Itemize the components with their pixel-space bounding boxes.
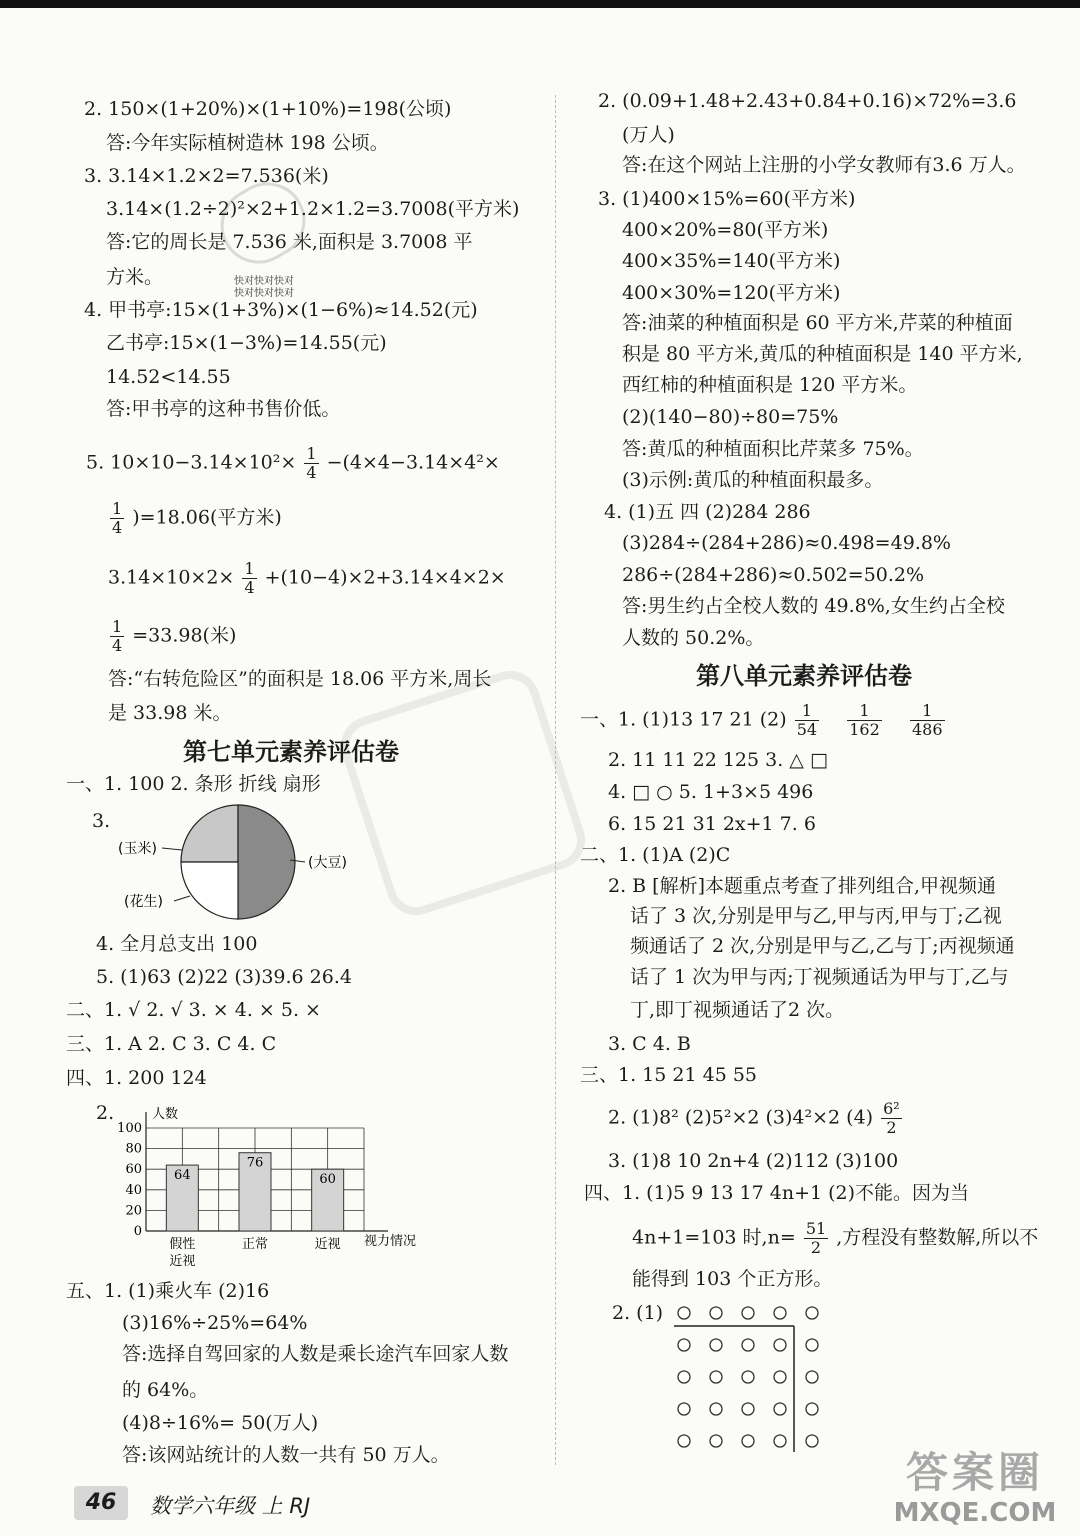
answer-line: 3.14×(1.2÷2)²×2+1.2×1.2=3.7008(平方米) — [106, 198, 520, 220]
stamp-text: 快对快对快对 快对快对快对 — [234, 276, 294, 299]
grid-dot — [806, 1435, 818, 1447]
answer-line: (3)示例:黄瓜的种植面积最多。 — [622, 469, 884, 491]
watermark-url: MXQE.COM — [893, 1498, 1057, 1528]
answer-line: 话了 3 次,分别是甲与乙,甲与丙,甲与丁;乙视 — [630, 905, 1002, 927]
answer-line: 286÷(284+286)≈0.502=50.2% — [622, 564, 925, 586]
top-border — [0, 0, 1080, 8]
fraction: $\frac{1}{162}$ — [849, 701, 880, 739]
grid-dot — [742, 1339, 754, 1351]
y-tick-label: 40 — [125, 1182, 142, 1198]
answer-line: 3. C 4. B — [608, 1033, 691, 1055]
pie-label-soybean: (大豆) — [308, 855, 347, 871]
answer-line: 4. (1)五 四 (2)284 286 — [604, 501, 811, 523]
answer-line: (4)8÷16%= 50(万人) — [122, 1412, 319, 1434]
grid-dot — [742, 1371, 754, 1383]
grid-dot — [678, 1371, 690, 1383]
grid-dot — [710, 1371, 722, 1383]
answer-line: 2. B [解析]本题重点考查了排列组合,甲视频通 — [608, 875, 997, 897]
answer-line: 人数的 50.2%。 — [622, 627, 765, 649]
grid-dot — [774, 1403, 786, 1415]
answer-line: 2. (0.09+1.48+2.43+0.84+0.16)×72%=3.6 — [598, 90, 1017, 112]
grid-dot — [774, 1307, 786, 1319]
answer-line: 答:“右转危险区”的面积是 18.06 平方米,周长 — [108, 668, 492, 690]
answer-line: 频通话了 2 次,分别是甲与乙,乙与丁;丙视频通 — [630, 935, 1015, 957]
fraction: $\frac{1}{4}$ — [306, 444, 317, 482]
answer-line: 西红柿的种植面积是 120 平方米。 — [622, 374, 918, 396]
dot-grid-figure — [664, 1300, 834, 1460]
answer-line: 积是 80 平方米,黄瓜的种植面积是 140 平方米, — [622, 343, 1023, 365]
grid-dot — [710, 1307, 722, 1319]
answer-line: 三、1. A 2. C 3. C 4. C — [66, 1033, 277, 1055]
answer-line: 二、1. √ 2. √ 3. × 4. × 5. × — [66, 999, 321, 1021]
answer-line: 2. 150×(1+20%)×(1+10%)=198(公顷) — [84, 98, 452, 120]
answer-line: (万人) — [622, 124, 675, 146]
fraction: $\frac{1}{4}$ — [244, 559, 255, 597]
grid-dot — [806, 1371, 818, 1383]
grid-dot — [742, 1435, 754, 1447]
watermark-cn: 答案圈 — [905, 1448, 1044, 1497]
grid-dot — [710, 1403, 722, 1415]
answer-line: 答:油菜的种植面积是 60 平方米,芹菜的种植面 — [622, 312, 1013, 334]
grid-dot — [806, 1307, 818, 1319]
x-tick-label: 正常 — [241, 1237, 269, 1252]
answer-line: 是 33.98 米。 — [108, 702, 232, 724]
answer-line: 答:选择自驾回家的人数是乘长途汽车回家人数 — [122, 1343, 509, 1365]
grid-dot — [742, 1403, 754, 1415]
y-tick-label: 100 — [117, 1121, 142, 1136]
answer-line: 3. (1)400×15%=60(平方米) — [598, 188, 856, 210]
bar-chart-xlabel: 视力情况 — [364, 1234, 417, 1249]
answer-line: 400×20%=80(平方米) — [622, 219, 829, 241]
answer-line: 5. (1)63 (2)22 (3)39.6 26.4 — [96, 966, 352, 988]
answer-line: 的 64%。 — [122, 1379, 209, 1401]
answer-line: 四、1. 200 124 — [66, 1067, 207, 1089]
answer-line: 400×30%=120(平方米) — [622, 282, 841, 304]
answer-line-with-fraction: $\frac{1}{4}$ =33.98(米) — [112, 617, 237, 655]
fraction: $\frac{51}{2}$ — [805, 1219, 827, 1257]
answer-line: 话了 1 次为甲与丙;丁视频通话为甲与丁,乙与 — [630, 966, 1009, 988]
answer-line: 答:黄瓜的种植面积比芹菜多 75%。 — [622, 438, 924, 460]
y-tick-label: 20 — [125, 1203, 142, 1219]
pie-label-peanut: (花生) — [124, 894, 163, 910]
grid-dot — [774, 1435, 786, 1447]
grid-dot — [742, 1307, 754, 1319]
book-title: 数学六年级 上 RJ — [150, 1494, 311, 1518]
y-tick-label: 80 — [125, 1141, 142, 1157]
answer-line: 6. 15 21 31 2x+1 7. 6 — [608, 813, 816, 835]
y-tick-label: 0 — [133, 1224, 142, 1239]
answer-line: 2. (1) — [612, 1302, 664, 1324]
pie-slice — [181, 805, 238, 862]
grid-dot — [678, 1307, 690, 1319]
answer-line-with-fraction: $\frac{1}{4}$ )=18.06(平方米) — [112, 499, 282, 537]
answer-line: 14.52<14.55 — [106, 366, 231, 388]
pie-slice — [238, 805, 295, 919]
answer-line: 4. 甲书亭:15×(1+3%)×(1−6%)≈14.52(元) — [84, 299, 478, 321]
fraction: $\frac{1}{486}$ — [911, 701, 943, 739]
answer-line: (3)284÷(284+286)≈0.498=49.8% — [622, 532, 951, 554]
answer-line: 4. □ ○ 5. 1+3×5 496 — [608, 781, 814, 803]
answer-line: 五、1. (1)乘火车 (2)16 — [66, 1280, 270, 1302]
fraction: $\frac{1}{54}$ — [796, 701, 818, 739]
answer-line: (2)(140−80)÷80=75% — [622, 406, 839, 428]
answer-line: 能得到 103 个正方形。 — [632, 1268, 833, 1290]
bar-chart — [108, 1098, 438, 1273]
answer-line: 丁,即丁视频通话了2 次。 — [630, 999, 845, 1021]
answer-line: 答:它的周长是 7.536 米,面积是 3.7008 平 — [106, 231, 473, 253]
page-number: 46 — [74, 1486, 128, 1520]
grid-dot — [710, 1339, 722, 1351]
fraction: $\frac{\text{6²}}{2}$ — [883, 1099, 900, 1137]
grid-dot — [678, 1435, 690, 1447]
grid-dot — [806, 1403, 818, 1415]
pie-slice — [181, 862, 238, 919]
bar-value-label: 64 — [174, 1168, 191, 1184]
answer-line: 一、1. 100 2. 条形 折线 扇形 — [66, 773, 321, 795]
unit8-title: 第八单元素养评估卷 — [696, 662, 912, 690]
grid-dot — [678, 1403, 690, 1415]
answer-line: 四、1. (1)5 9 13 17 4n+1 (2)不能。因为当 — [584, 1182, 970, 1204]
pie-chart — [100, 800, 400, 930]
fraction: $\frac{1}{4}$ — [112, 617, 123, 655]
x-tick-label: 近视 — [314, 1237, 341, 1252]
answer-line-with-fractions: 一、1. (1)13 17 21 (2) $\frac{1}{54}$ $\frac{1}{162}$ $\frac{1}{486}$ — [580, 701, 943, 739]
fraction: $\frac{1}{4}$ — [112, 499, 123, 537]
bar-value-label: 60 — [319, 1172, 336, 1188]
answer-line: 二、1. (1)A (2)C — [580, 844, 731, 866]
answer-line: 答:今年实际植树造林 198 公顷。 — [106, 132, 389, 154]
answer-line-with-fraction: 2. (1)8² (2)5²×2 (3)4²×2 (4) $\frac{\text{6²}}{2}$ — [608, 1099, 900, 1137]
y-tick-label: 60 — [125, 1162, 142, 1178]
answer-line: (3)16%÷25%=64% — [122, 1312, 308, 1334]
answer-line: 3. 3.14×1.2×2=7.536(米) — [84, 165, 329, 187]
answer-line: 2. 11 11 22 125 3. △ □ — [608, 749, 828, 771]
answer-line-with-fraction: 4n+1=103 时,n= $\frac{51}{2}$ ,方程没有整数解,所以不 — [632, 1219, 1039, 1257]
bar-chart-ylabel: 人数 — [152, 1107, 179, 1122]
answer-line: 4. 全月总支出 100 — [96, 933, 258, 955]
answer-line: 3. — [92, 810, 111, 832]
answer-line: 3. (1)8 10 2n+4 (2)112 (3)100 — [608, 1150, 899, 1172]
grid-dot — [774, 1339, 786, 1351]
answer-line: 答:甲书亭的这种书售价低。 — [106, 398, 341, 420]
grid-dot — [710, 1435, 722, 1447]
answer-line: 三、1. 15 21 45 55 — [580, 1064, 757, 1086]
answer-line: 2. — [96, 1102, 115, 1124]
unit7-title: 第七单元素养评估卷 — [183, 738, 399, 766]
answer-line: 400×35%=140(平方米) — [622, 250, 841, 272]
answer-line: 答:男生约占全校人数的 49.8%,女生约占全校 — [622, 595, 1005, 617]
grid-dot — [774, 1371, 786, 1383]
grid-dot — [678, 1339, 690, 1351]
answer-line: 方米。 — [106, 266, 164, 288]
watermark-logo — [880, 1448, 1070, 1532]
answer-line-with-fraction: 5. 10×10−3.14×10²× $\frac{1}{4}$ −(4×4−3.14×4²× — [86, 444, 500, 482]
bar-value-label: 76 — [246, 1155, 264, 1171]
answer-line-with-fraction: 3.14×10×2× $\frac{1}{4}$ +(10−4)×2+3.14×4×2× — [108, 559, 506, 597]
answer-line: 答:在这个网站上注册的小学女教师有3.6 万人。 — [622, 154, 1026, 176]
x-tick-label: 近视 — [169, 1254, 196, 1269]
x-tick-label: 假性 — [169, 1237, 196, 1252]
pie-label-corn: (玉米) — [118, 841, 157, 857]
grid-dot — [806, 1339, 818, 1351]
answer-line: 乙书亭:15×(1−3%)=14.55(元) — [106, 332, 387, 354]
answer-line: 答:该网站统计的人数一共有 50 万人。 — [122, 1444, 450, 1466]
